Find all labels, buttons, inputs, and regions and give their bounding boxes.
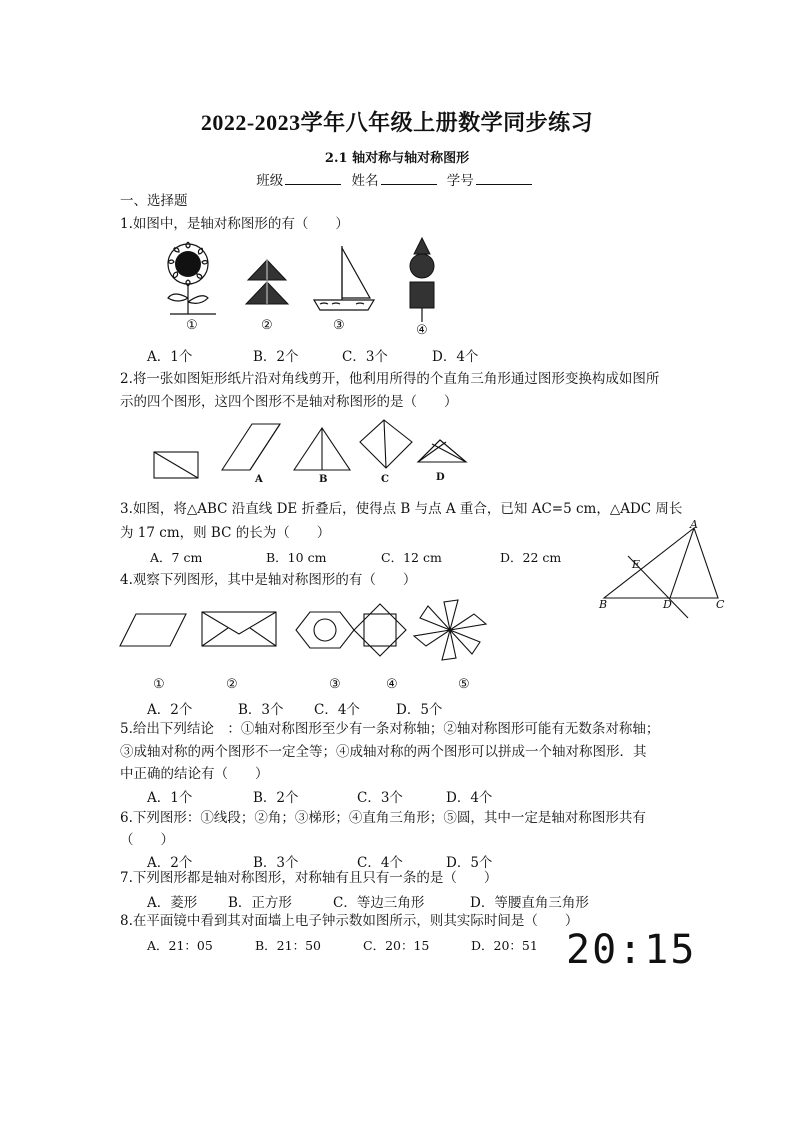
q7-option-b[interactable]: B．正方形 — [228, 895, 292, 911]
q4-label-5: ⑤ — [458, 677, 470, 692]
page-title: 2022-2023学年八年级上册数学同步练习 — [200, 110, 594, 135]
q1-figure-sailboat — [312, 244, 378, 318]
q2-label-d: D — [436, 472, 445, 483]
student-info-line — [0, 169, 794, 189]
q7-option-a[interactable]: A．菱形 — [147, 895, 198, 911]
q8-clock-display: 20:15 — [566, 927, 697, 973]
q5-option-c[interactable]: C．3个 — [357, 790, 403, 806]
q4-option-a[interactable]: A．2个 — [147, 702, 193, 718]
q3-point-b: B — [599, 598, 608, 611]
q6-stem-line1: 6.下列图形：①线段；②角；③梯形；④直角三角形；⑤圆，其中一定是轴对称图形共有 — [120, 810, 646, 826]
q3-stem-line2: 为 17 cm，则 BC 的长为（ ） — [120, 525, 331, 541]
q5-option-d[interactable]: D．4个 — [446, 790, 493, 806]
q4-option-b[interactable]: B．3个 — [238, 702, 284, 718]
q6-option-a[interactable]: A．2个 — [147, 855, 193, 871]
id-label: 学号 — [446, 173, 474, 189]
q4-stem: 4.观察下列图形，其中是轴对称图形的有（ ） — [120, 572, 417, 588]
name-label: 姓名 — [351, 173, 379, 189]
q3-option-c[interactable]: C．12 cm — [381, 550, 442, 565]
q5-stem-line2: ③成轴对称的两个图形不一定全等；④成轴对称的两个图形可以拼成一个轴对称图形．其 — [120, 744, 647, 760]
id-blank[interactable] — [476, 172, 532, 185]
q1-figure-totem — [404, 236, 440, 328]
q1-option-b[interactable]: B．2个 — [253, 349, 299, 365]
q2-stem-line1: 2.将一张如图矩形纸片沿对角线剪开，他利用所得的个直角三角形通过图形变换构成如图所 — [120, 371, 660, 387]
q8-option-d[interactable]: D．20：51 — [471, 938, 538, 953]
q5-option-a[interactable]: A．1个 — [147, 790, 193, 806]
q6-option-c[interactable]: C．4个 — [357, 855, 403, 871]
q4-label-1: ① — [153, 677, 165, 692]
q1-option-d[interactable]: D．4个 — [432, 349, 479, 365]
q3-option-a[interactable]: A．7 cm — [150, 550, 203, 565]
q4-label-4: ④ — [386, 677, 398, 692]
q2-label-a: A — [255, 474, 263, 485]
section-subtitle: 2.1 轴对称与轴对称图形 — [324, 151, 470, 166]
q3-option-d[interactable]: D．22 cm — [500, 550, 562, 565]
q3-point-e: E — [632, 558, 641, 571]
q4-option-d[interactable]: D．5个 — [396, 702, 443, 718]
q3-point-c: C — [716, 598, 725, 611]
class-blank[interactable] — [285, 172, 341, 185]
q4-label-2: ② — [226, 677, 238, 692]
q1-figure-triangles — [244, 258, 290, 308]
q5-stem-line1: 5.给出下列结论 ：①轴对称图形至少有一条对称轴；②轴对称图形可能有无数条对称轴； — [120, 721, 660, 737]
q8-stem: 8.在平面镜中看到其对面墙上电子钟示数如图所示，则其实际时间是（ ） — [120, 913, 579, 929]
q3-stem-line1: 3.如图，将△ABC 沿直线 DE 折叠后，使得点 B 与点 A 重合，已知 AC=5 cm，△ADC 周长 — [120, 501, 683, 517]
q2-stem-line2: 示的四个图形，这四个图形不是轴对称图形的是（ ） — [120, 394, 458, 410]
q5-stem-line3: 中正确的结论有（ ） — [120, 766, 269, 782]
q8-option-b[interactable]: B．21：50 — [255, 938, 321, 953]
q1-label-4: ④ — [416, 323, 428, 338]
q1-label-1: ① — [186, 318, 198, 333]
q6-stem-line2: （ ） — [120, 832, 174, 848]
q3-point-d: D — [663, 598, 672, 611]
q3-point-a: A — [690, 518, 698, 531]
q4-option-c[interactable]: C．4个 — [314, 702, 360, 718]
q1-figure-sunflower — [162, 240, 222, 320]
q7-option-c[interactable]: C．等边三角形 — [333, 895, 425, 911]
section-heading: 一、选择题 — [120, 193, 188, 209]
q4-figures — [118, 596, 498, 666]
q2-label-c: C — [381, 474, 389, 485]
q1-label-2: ② — [261, 318, 273, 333]
name-blank[interactable] — [381, 172, 437, 185]
q5-option-b[interactable]: B．2个 — [253, 790, 299, 806]
q8-option-c[interactable]: C．20：15 — [363, 938, 430, 953]
class-label: 班级 — [256, 173, 284, 189]
q1-option-c[interactable]: C．3个 — [342, 349, 388, 365]
q1-stem: 1.如图中，是轴对称图形的有（ ） — [120, 216, 349, 232]
q4-label-3: ③ — [329, 677, 341, 692]
q6-option-b[interactable]: B．3个 — [253, 855, 299, 871]
q3-option-b[interactable]: B．10 cm — [266, 550, 327, 565]
q2-figures — [150, 418, 480, 486]
q2-label-b: B — [319, 474, 328, 485]
q1-label-3: ③ — [333, 318, 345, 333]
q7-stem: 7.下列图形都是轴对称图形，对称轴有且只有一条的是（ ） — [120, 870, 498, 886]
q6-option-d[interactable]: D．5个 — [446, 855, 493, 871]
q8-option-a[interactable]: A．21：05 — [147, 938, 213, 953]
q1-option-a[interactable]: A．1个 — [147, 349, 193, 365]
q7-option-d[interactable]: D．等腰直角三角形 — [470, 895, 589, 911]
